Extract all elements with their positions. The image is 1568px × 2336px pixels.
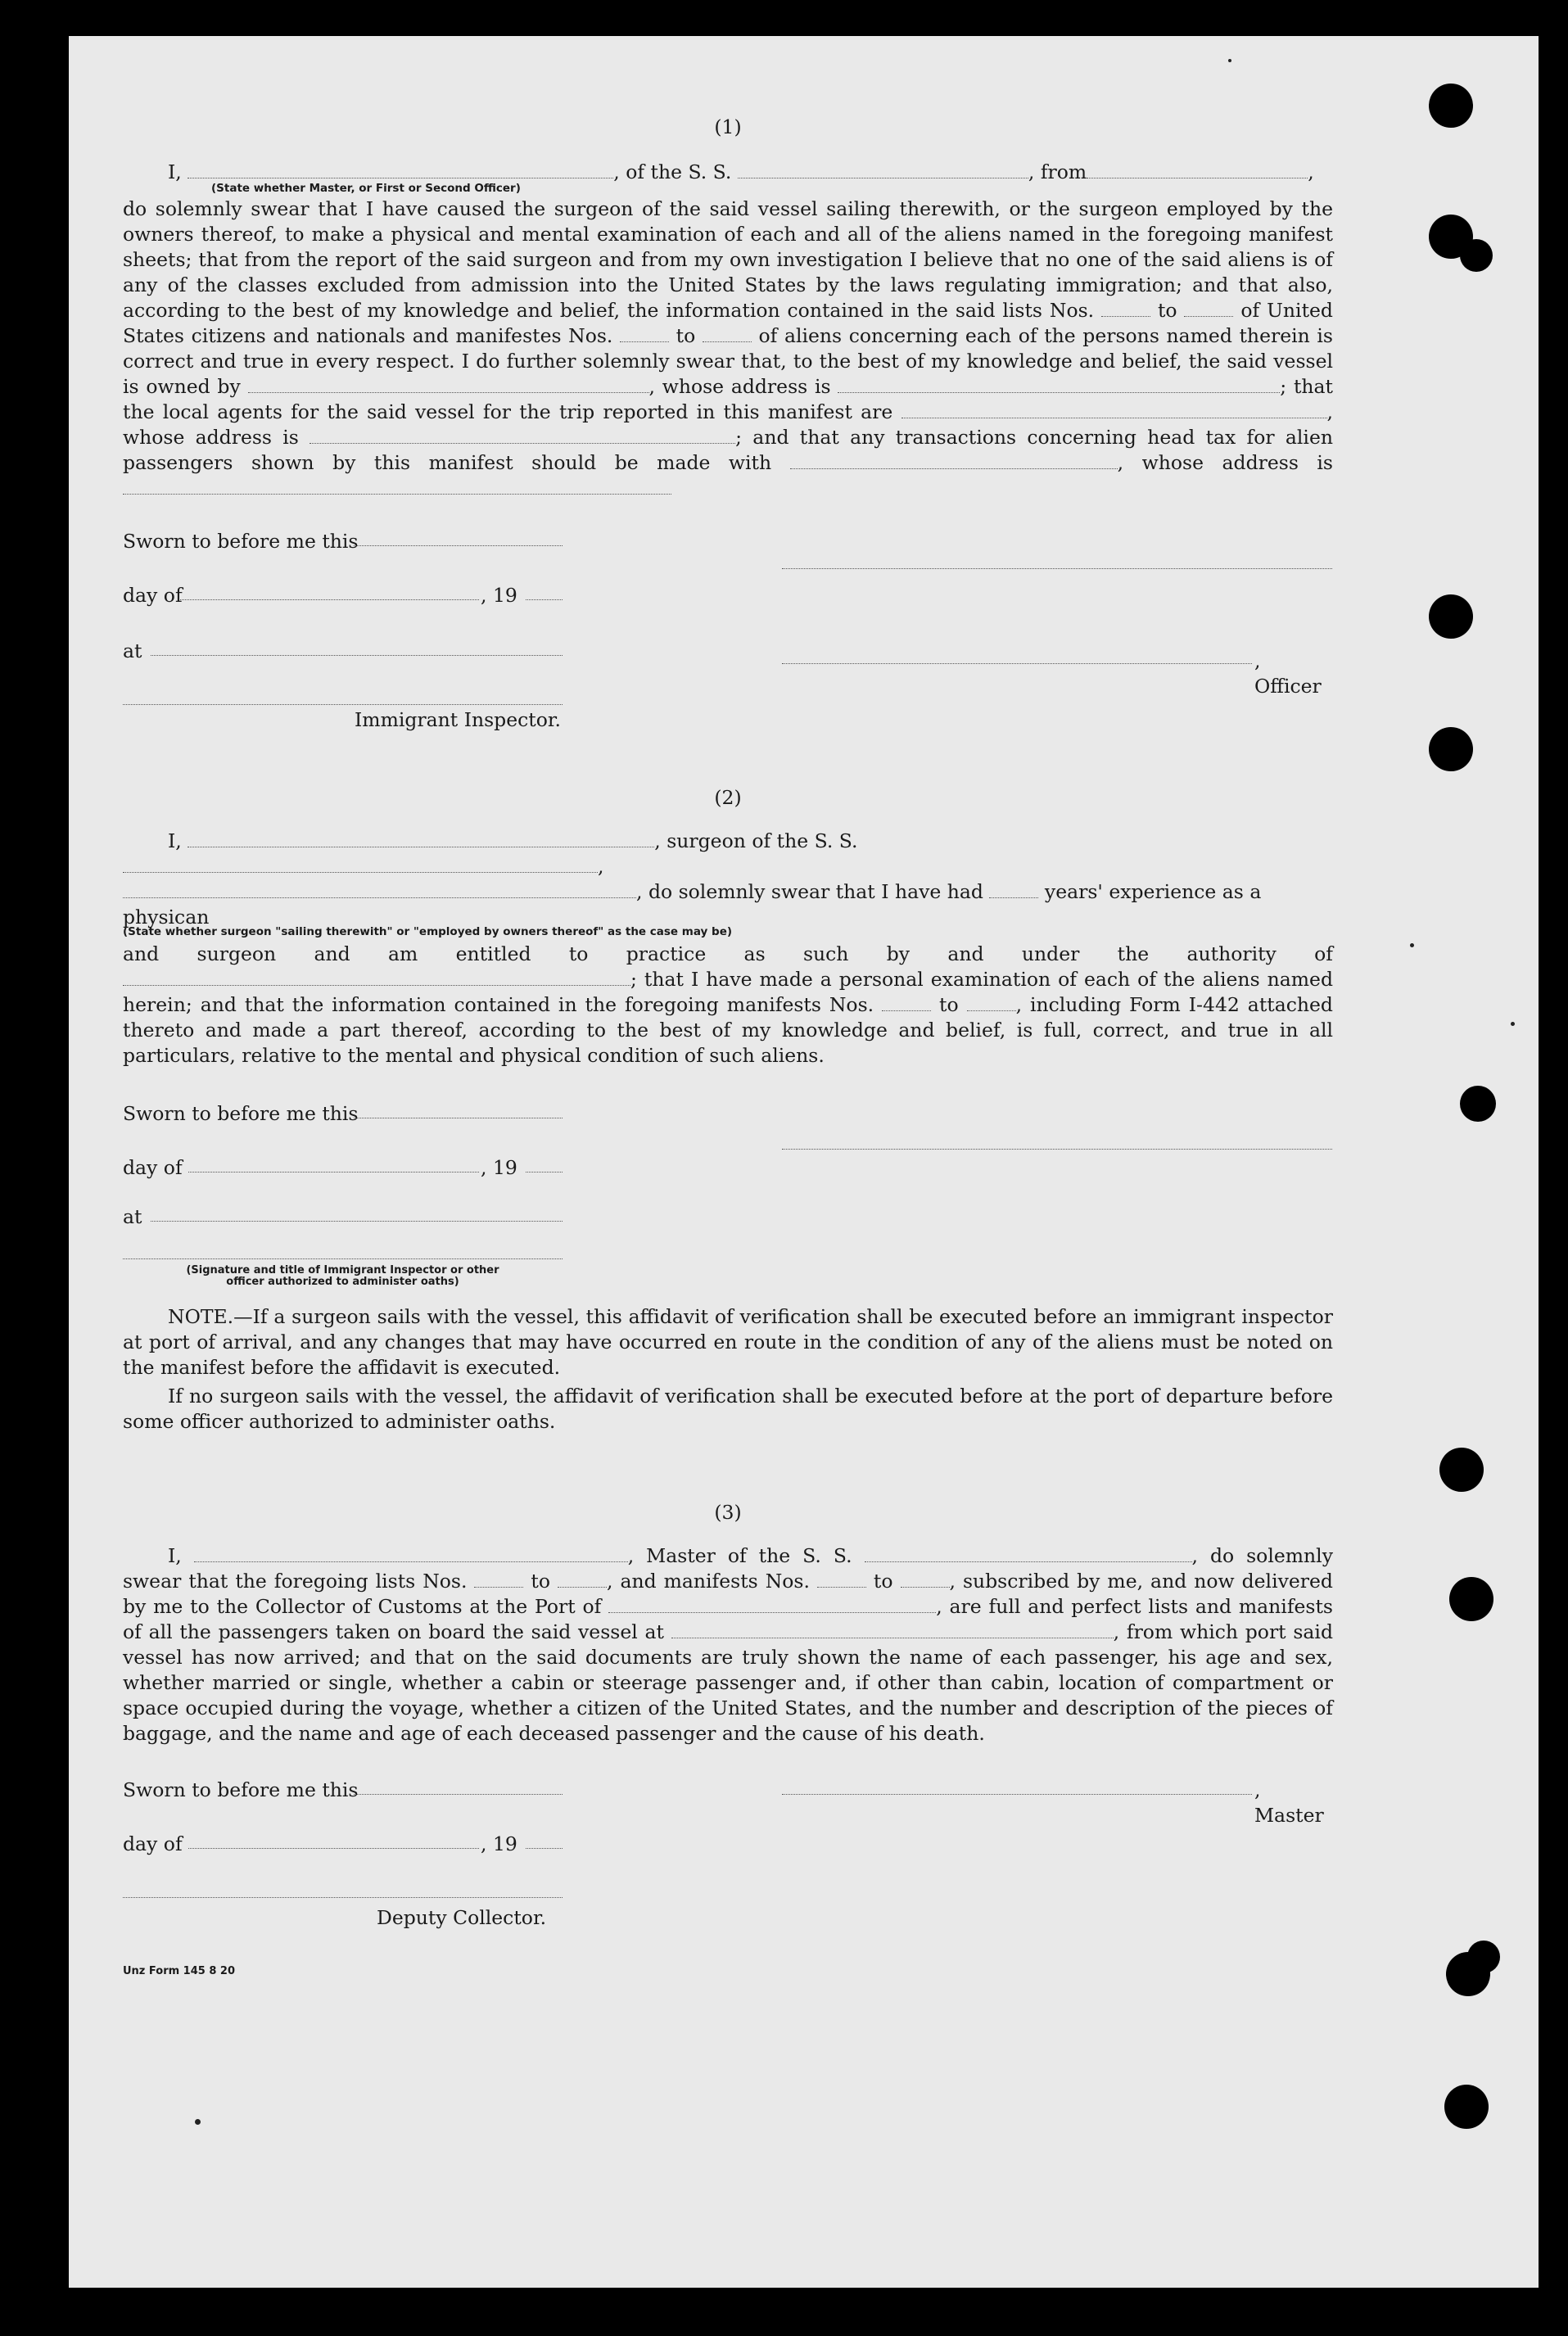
sworn-year-field[interactable] (526, 1832, 563, 1849)
surgeon-status-field[interactable] (123, 881, 636, 898)
sworn-year-field[interactable] (526, 583, 563, 600)
manifests-to-field[interactable] (703, 325, 752, 342)
manifests-from-field[interactable] (620, 325, 669, 342)
deputy-collector-label: Deputy Collector. (377, 1906, 547, 1929)
speck (1511, 1022, 1515, 1026)
agents-field[interactable] (901, 401, 1327, 418)
note-paragraph: If no surgeon sails with the vessel, the affidavit of verification shall be executed before at the port of departure before some officer authorized to administer oaths. (123, 1385, 1333, 1433)
surgeon-signature-line[interactable] (782, 1132, 1332, 1150)
sec1-body: do solemnly swear that I have caused the surgeon of the said vessel sailing therewith, or the surgeon employed by the owners thereof, to make a physical and mental examination of each and all of the aliens named in the foregoing manifest sheets; that from the report of the said surgeon and from my own investigation I believe that no one of the said aliens is of any of the classes excluded from admission into the United States by the laws regulating immigration; and that also, according to the best of my knowledge and belief, the information contained in the said lists Nos. to of United States citizens and nationals and manifestes Nos. to of aliens concerning each of the persons named therein is correct and true in every respect. I do further solemnly swear that, to the best of my knowledge and belief, the said vessel is owned by , whose address is ; that the local agents for the said vessel for the trip reported in this manifest are , whose address is ; and that any transactions concerning head tax for alien passengers shown by this manifest should be made with , whose address is (123, 197, 1333, 501)
agents-address-field[interactable] (310, 427, 735, 444)
punch-hole (1467, 1941, 1500, 1973)
form-content: (1) I, , of the S. S. , from , (State whether Master, or First or Second Officer) do solemnly swear that I have caused the surgeon of the said vessel sailing therewith, or the surgeon employed by the owners thereof, to make a physical and mental examination of each and all of the aliens named in the foregoing manifest sheets; that from the report of the said surgeon and from my own investigation I believe that no one of the said aliens is of any of the classes excluded from admission into the United States by the laws regulating immigration; and that also, according to the best of my knowledge and belief, the information contained in the said lists Nos. to of United States citizens and nationals and manifestes Nos. to of aliens concerning each of the persons named therein is correct and true in every respect. I do further solemnly swear that, to the best of my knowledge and belief, the said vessel is owned by , whose address is ; that the local agents for the said vessel for the trip reported in this manifest are , whose address is ; and that any transactions concerning head tax for alien passengers shown by this manifest should be made with , whose address is Sworn to before me this day of , 19 at , Officer Immigrant Inspector. (2) I, , surgeon of the S. S. , , do solemnly swear that I have had years' experience as a physican (State whether surgeon "sailing therewith" or "employed by owners thereof" as the case may be) and surgeon and am entitled to practice as such by and under the authority of ; that I have made a personal examination of each of the aliens named herein; and that the information contained in the foregoing manifests Nos. to , including Form I-442 attached thereto and made a part thereof, according to the best of my knowledge and belief, is full, correct, and true in all particulars, relative to the mental and physical condition of such aliens. Sworn to before me this day of , 19 at (Signature and title of Immigrant Inspector or other officer authorized to administer oaths) NOTE.—If a surgeon sails with the vessel, this affidavit of verification shall be executed before an immigrant inspector at port of arrival, and any changes that may have occurred en route in the condition of any of the aliens must be noted on the manifest before the affidavit is executed. If no surgeon sails with the vessel, the affidavit of verification shall be executed before at the port of departure before some officer authorized to administer oaths. (3) I, , Master of the S. S. , do solemnly swear that the foregoing lists Nos. to , and manifests Nos. to , subscribed by me, and now delivered by me to the Collector of Customs at the Port of , are full and perfect lists and manifests of all the passengers taken on board the said vessel at , from which port said vessel has now arrived; and that on the said documents are truly shown the name of each passenger, his age and sex, whether married or single, whether a cabin or steerage passenger and, if other than cabin, location of compartment or space occupied during the voyage, whether a citizen of the United States, and the number and description of the pieces of baggage, and the name and age of each deceased passenger and the cause of his death. Sworn to before me this , Master day of , 19 Deputy Collector. (123, 115, 1333, 1929)
surgeon-vessel-field[interactable] (123, 856, 598, 873)
sworn-month-field[interactable] (188, 1832, 479, 1849)
from-port-field[interactable] (1087, 161, 1308, 178)
master-signature-field[interactable] (782, 1778, 1252, 1795)
signature-caption: (Signature and title of Immigrant Inspector or other officer authorized to administer oaths) (186, 1264, 499, 1288)
inspector-label: Immigrant Inspector. (355, 708, 562, 731)
speck (195, 2119, 201, 2125)
lists-from-field[interactable] (1101, 300, 1150, 317)
lists-from-field[interactable] (474, 1570, 523, 1588)
sworn-month-field[interactable] (180, 583, 479, 600)
punch-hole (1429, 727, 1473, 771)
sworn-year-field[interactable] (526, 1155, 563, 1173)
section-number: (1) (714, 115, 742, 138)
head-tax-address-field[interactable] (123, 477, 671, 495)
sworn-place-field[interactable] (151, 1204, 563, 1222)
section-number: (2) (714, 786, 742, 809)
manifests-from-field[interactable] (817, 1570, 866, 1588)
sworn-label: Sworn to before me this (123, 530, 359, 553)
inspector-signature-line[interactable] (123, 1242, 563, 1259)
owner-field[interactable] (248, 376, 649, 393)
punch-hole (1449, 1577, 1493, 1621)
owner-address-field[interactable] (838, 376, 1280, 393)
head-tax-contact-field[interactable] (790, 452, 1118, 469)
officer-signature-line[interactable] (782, 552, 1332, 569)
surgeon-name-field[interactable] (188, 830, 654, 847)
sworn-day-field[interactable] (354, 1778, 563, 1795)
sec2-first-line: I, , surgeon of the S. S. , (123, 829, 1333, 879)
vessel-name-field[interactable] (738, 161, 1028, 178)
sworn-day-field[interactable] (354, 529, 563, 546)
punch-hole (1429, 594, 1473, 639)
manifests-from-field[interactable] (882, 994, 931, 1011)
sworn-place-field[interactable] (151, 639, 563, 656)
sworn-day-field[interactable] (354, 1101, 563, 1118)
punch-hole (1429, 84, 1473, 128)
note-paragraph: NOTE.—If a surgeon sails with the vessel, this affidavit of verification shall be executed before an immigrant inspector at port of arrival, and any changes that may have occurred en route in the condition of any of the aliens must be noted on the manifest before the affidavit is executed. (123, 1305, 1333, 1379)
officer-name-field[interactable] (782, 647, 1252, 664)
master-vessel-field[interactable] (865, 1545, 1192, 1562)
manifests-to-field[interactable] (901, 1570, 950, 1588)
sec1-first-line: I, , of the S. S. , from , (168, 160, 1314, 183)
punch-hole (1460, 239, 1493, 272)
sworn-month-field[interactable] (188, 1155, 479, 1173)
speck (1228, 59, 1231, 62)
punch-hole (1444, 2085, 1489, 2129)
form-number: Unz Form 145 8 20 (123, 1965, 235, 1977)
officer-rank-field[interactable] (188, 161, 613, 178)
sec2-body: and surgeon and am entitled to practice as such by and under the authority of ; that I have made a personal examination of each of the aliens named herein; and that the information contained in the foregoing manifests Nos. to , including Form I-442 attached thereto and made a part thereof, according to the best of my knowledge and belief, is full, correct, and true in all particulars, relative to the mental and physical condition of such aliens. (123, 942, 1333, 1067)
field-caption: (State whether Master, or First or Second Officer) (211, 182, 521, 195)
speck (1410, 943, 1414, 947)
sec3-body: I, , Master of the S. S. , do solemnly swear that the foregoing lists Nos. to , and manifests Nos. to , subscribed by me, and now delivered by me to the Collector of Customs at the Port of , are full and perfect lists and manifests of all the passengers taken on board the said vessel at , from which port said vessel has now arrived; and that on the said documents are truly shown the name of each passenger, his age and sex, whether married or single, whether a cabin or steerage passenger and, if other than cabin, location of compartment or space occupied during the voyage, whether a citizen of the United States, and the number and description of the pieces of baggage, and the name and age of each deceased passenger and the cause of his death. (123, 1544, 1333, 1745)
years-field[interactable] (989, 881, 1038, 898)
punch-hole (1460, 1086, 1496, 1122)
authority-field[interactable] (123, 969, 630, 986)
section-number: (3) (714, 1501, 742, 1524)
master-name-field[interactable] (194, 1545, 628, 1562)
lists-to-field[interactable] (558, 1570, 607, 1588)
punch-hole (1439, 1448, 1484, 1492)
manifests-to-field[interactable] (967, 994, 1016, 1011)
lists-to-field[interactable] (1184, 300, 1233, 317)
inspector-signature-line[interactable] (123, 688, 563, 705)
sec2-second-line: , do solemnly swear that I have had years' experience as a physican (123, 880, 1262, 929)
collector-port-field[interactable] (608, 1596, 936, 1613)
collector-signature-line[interactable] (123, 1881, 563, 1898)
embarkation-port-field[interactable] (671, 1621, 1114, 1638)
field-caption: (State whether surgeon "sailing therewith" or "employed by owners thereof" as the case may be) (123, 925, 733, 938)
